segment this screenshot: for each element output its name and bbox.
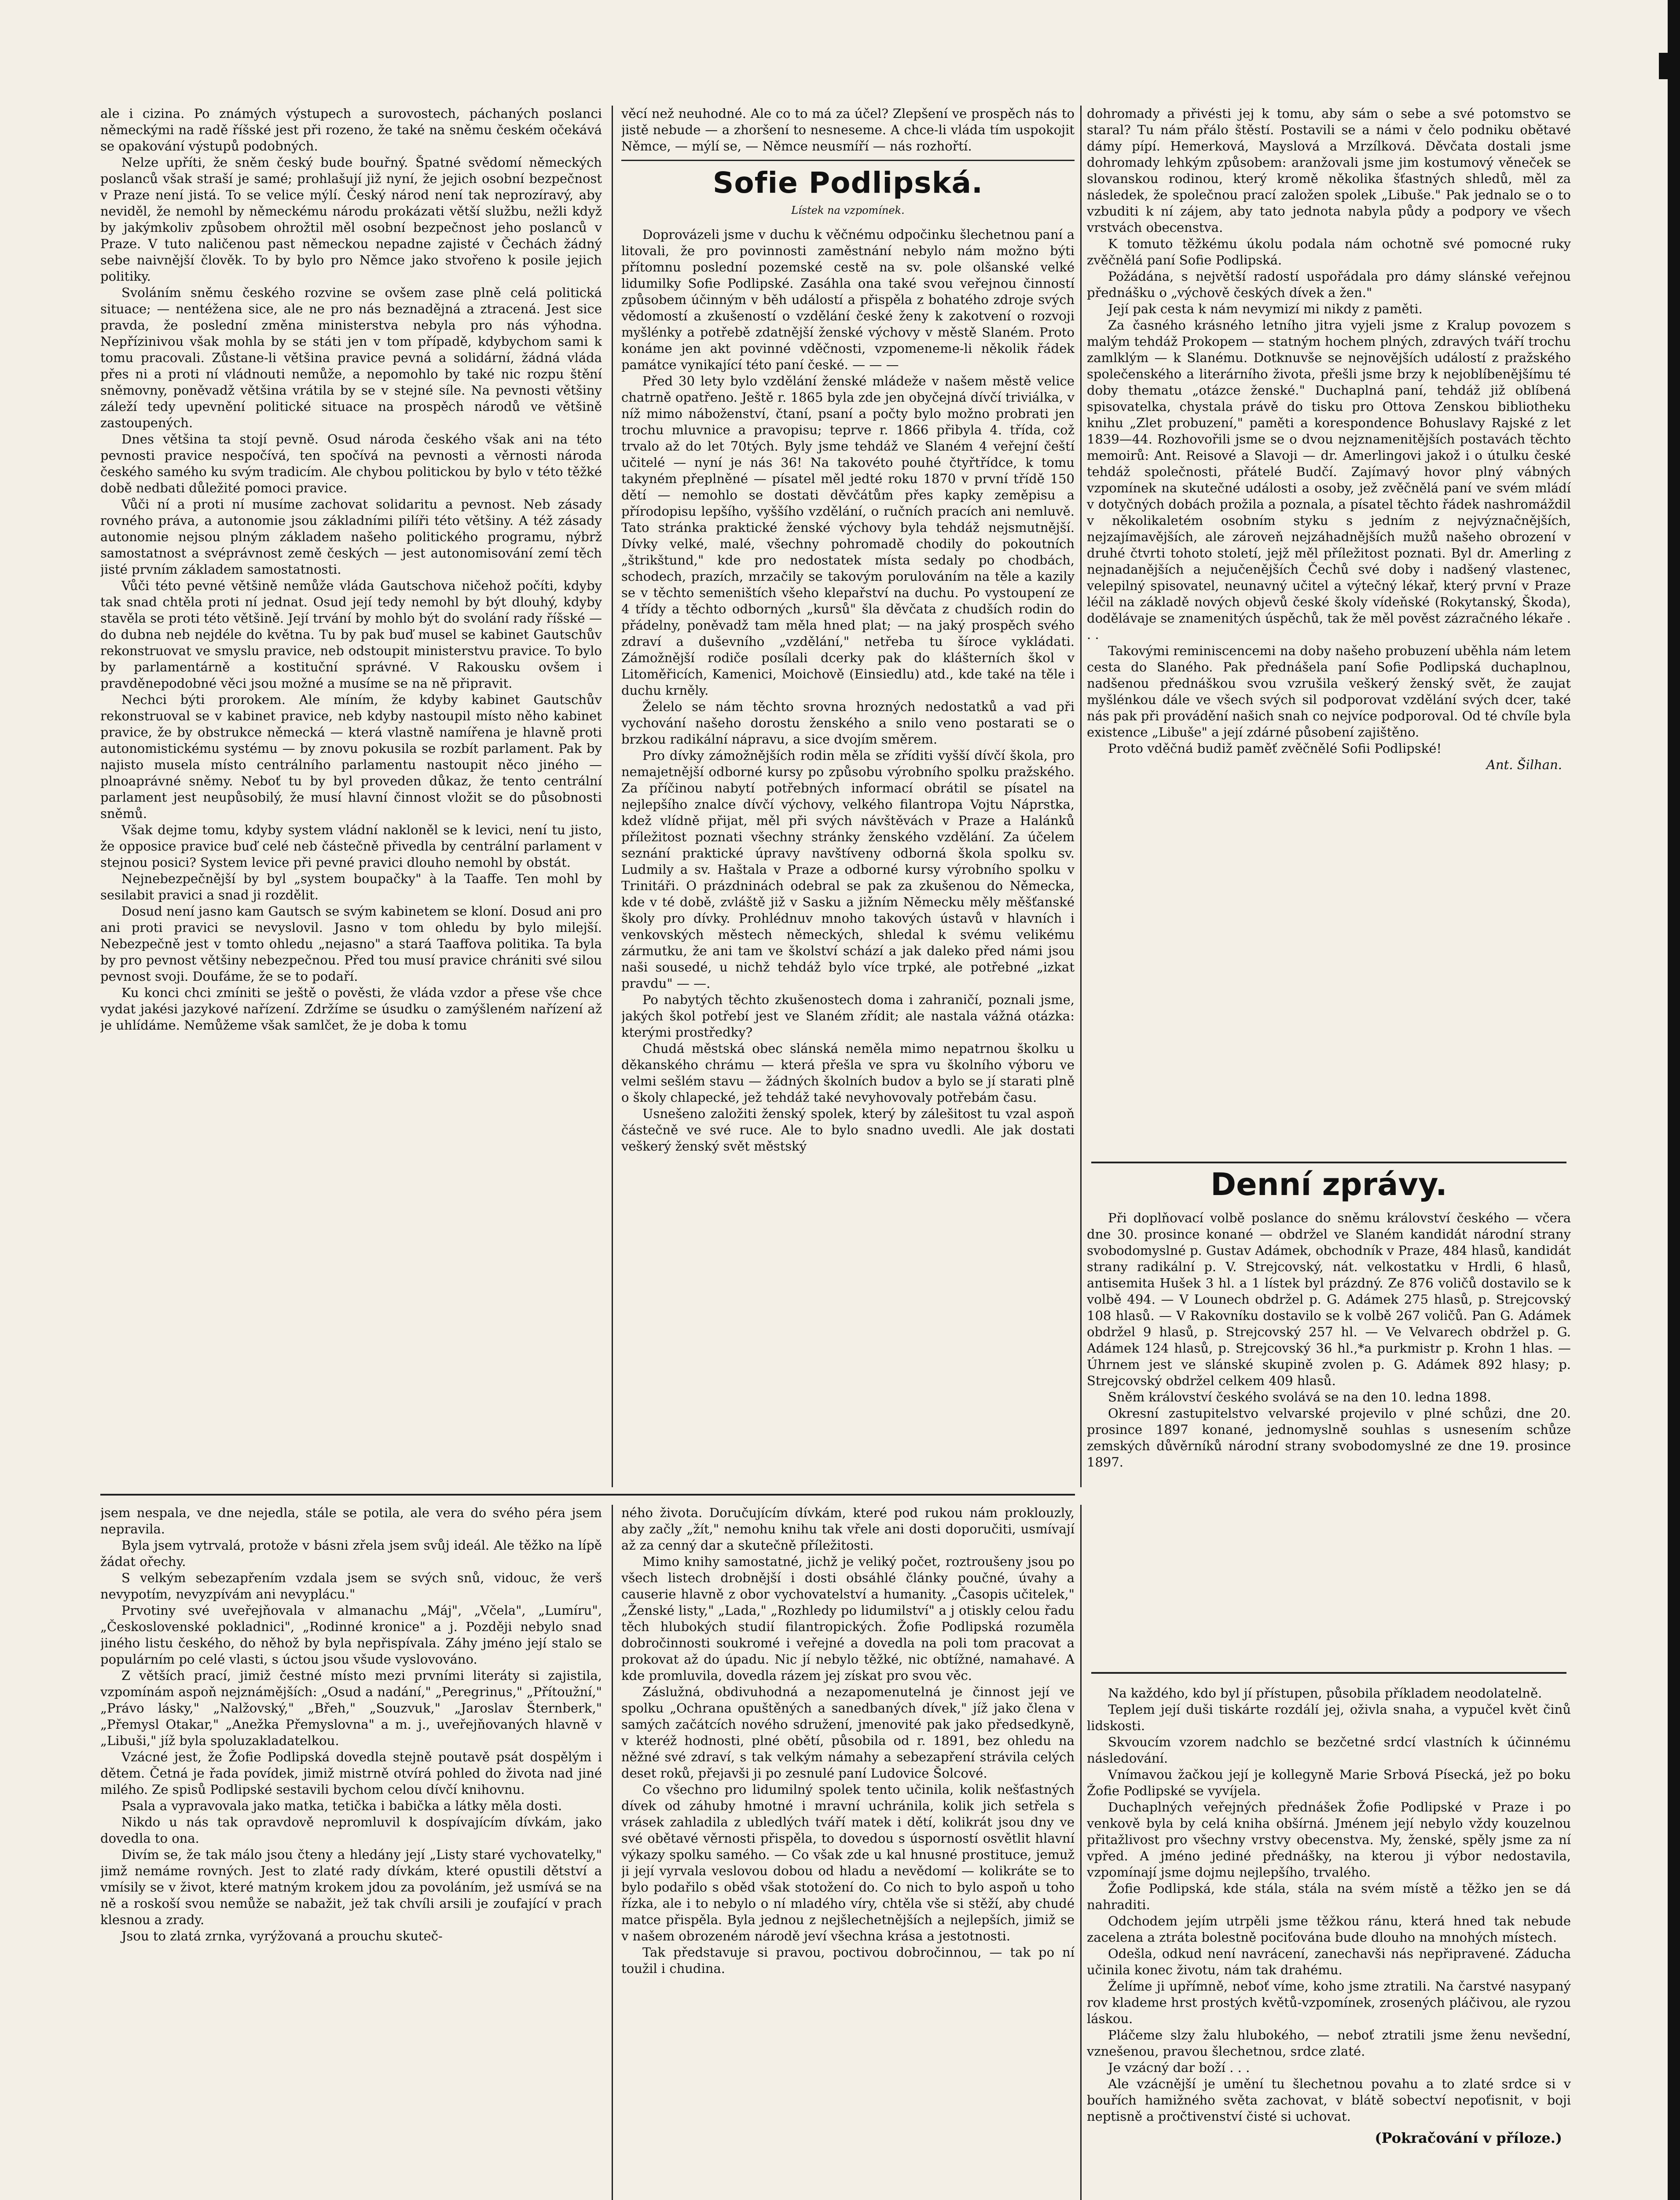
- column-divider: [1080, 1505, 1082, 2200]
- paragraph: Odešla, odkud není navrácení, zanechavši nás nepřipravené. Záducha učinila konec životu, nám tak drahému.: [1087, 1946, 1571, 1977]
- paragraph: Mimo knihy samostatné, jichž je veliký počet, roztroušeny jsou po všech listech drobnější i dosti obsáhlé články poučné, úvahy a causerie hlavně z obor vychovatelství a humanity. „Časopis učitelek," „Ženské listy," „Lada," „Rozhledy po lidumilství" a j otiskly celou řadu těch hlubokých studií filantropických. Žofie Podlipská rozuměla dobročinnosti soukromé i veřejné a dovedla na poli tom pracovat a prokovat až do úpadu. Nic jí nebylo těžké, nic obtížné, namahavé. A kde promluvila, dovedla rázem jej získat pro svou věc.: [621, 1554, 1075, 1683]
- paragraph: Nejnebezpečnější by byl „system boupačky" à la Taaffe. Ten mohl by sesilabit pravici a snad ji rozdělit.: [100, 871, 602, 902]
- news-section-title: Denní zprávy.: [1210, 1166, 1447, 1203]
- paragraph: Dosud není jasno kam Gautsch se svým kabinetem se kloní. Dosud ani pro ani proti pravici se nevyslovil. Jasno v tom ohledu by bylo milejší. Nebezpečně jest v tomto ohledu „nejasno" a stará Taaffova politika. Ta byla by pro pevnost většiny nebezpečnou. Před tou musí pravice chrániti své silou pevnost svoji. Doufáme, že se to podaří.: [100, 904, 602, 984]
- paragraph: Tak představuje si pravou, poctivou dobročinnou, — tak po ní toužil i chudina.: [621, 1945, 1075, 1976]
- paragraph: Pláčeme slzy žalu hlubokého, — neboť ztratili jsme ženu nevšední, vznešenou, pravou šlechetnou, srdce zlaté.: [1087, 2028, 1571, 2059]
- paragraph: Na každého, kdo byl jí přístupen, působila příkladem neodolatelně.: [1108, 1686, 1542, 1701]
- column-daily-news: [1087, 1162, 1571, 1619]
- column-divider: [1080, 106, 1082, 1487]
- paragraph: věcí než neuhodné. Ale co to má za účel? Zlepšení ve prospěch nás to jistě nebude — a zhoršení to nesneseme. A chce-li vláda tím uspokojit Němce, — mýlí se, — Němce neusmíří — nás rozhořtí.: [621, 106, 1075, 154]
- paragraph: Po nabytých těchto zkušenostech doma i zahraničí, poznali jsme, jakých škol potřebí jest ve Slaném zřídit; ale nastala vážná otázka: kterými prostředky?: [621, 992, 1075, 1040]
- paragraph: Doprovázeli jsme v duchu k věčnému odpočinku šlechetnou paní a litovali, že pro povinnosti zaměstnání nebylo nám možno býti přítomnu poslední pozemské cestě na sv. pole olšanské velké lidumilky Sofie Podlipské. Zasáhla ona také svou veřejnou činností způsobem účinným v běh událostí a přispěla z bohatého zdroje svých vědomostí a zkušeností o vzdělání české ženy k zakotvení o rozvoji myšlénky a potřebě zdatnější ženské výchovy v městě Slaném. Proto konáme jen akt povinné vděčnosti, vzpomeneme-li několik řádek památce vynikající této paní české. — — —: [621, 227, 1075, 372]
- paragraph: Vzácné jest, že Žofie Podlipská dovedla stejně poutavě psát dospělým i dětem. Četná je řada povídek, jimiž mistrně otvírá pohled do života nad jiné milého. Ze spisů Podlipské sestavili bychom celou dívčí knihovnu.: [100, 1749, 602, 1797]
- article-subtitle: Lístek na vzpomínek.: [791, 204, 905, 216]
- paragraph: Takovými reminiscencemi na doby našeho probuzení uběhla nám letem cesta do Slaného. Pak přednášela paní Sofie Podlipská duchaplnou, nadšenou přednáškou svou vzrušila veškerý ženský svět, že zaujat myšlénkou dále ve všech svých sil podporovat vzdělání svých dcer, také nás pak při provádění našich snah co nejvíce podporoval. Od té chvíle byla existence „Libuše" a její zdárné působení zajištěno.: [1087, 643, 1571, 740]
- paragraph: Vnímavou žačkou její je kollegyně Marie Srbová Písecká, jež po boku Žofie Podlipské se vyvíjela.: [1087, 1767, 1571, 1798]
- feuilleton-separator: [100, 1494, 1075, 1496]
- paragraph: dohromady a přivésti jej k tomu, aby sám o sebe a své potomstvo se staral? Tu nám přálo štěstí. Postavili se a námi v čelo podniku obětavé dámy pípí. Hemerková, Mayslová a Mrzílková. Děvčata dostali jsme dohromady lehkým způsobem: aranžovali jsme jim kostumový věneček se slovanskou rodinou, který kromě několika šťastných shledů, měl za následek, že společnou prací založen spolek „Libuše." Pak jednalo se o to vzbuditi k ní zájem, aby tato jednota nabyla půdy a podpory ve všech vrstvách obecenstva.: [1087, 106, 1571, 235]
- paragraph: jsem nespala, ve dne nejedla, stále se potila, ale vera do svého péra jsem nepravila.: [100, 1505, 602, 1536]
- continuation-note: (Pokračování v příloze.): [1375, 2130, 1562, 2146]
- paragraph: Ku konci chci zmíniti se ještě o pověsti, že vláda vzdor a přese vše chce vydat jakési jazykové nařízení. Zdržíme se úsudku o zamýšleném nařízení až je uhlídáme. Nemůžeme však samlčet, že je doba k tomu: [100, 985, 602, 1033]
- paragraph: Dnes většina ta stojí pevně. Osud národa českého však ani na této pevnosti pravice nespočívá, ten spočívá na pevnosti a věrnosti národa českého samého ku svým tradicím. Ale chybou politickou by bylo v této těžké době nedbati důležité pomoci pravice.: [100, 432, 602, 495]
- paragraph: Nelze upříti, že sněm český bude bouřný. Špatné svědomí německých poslanců však straší je samé; prohlašují již nyní, že jejich osobní bezpečnost v Praze není jistá. To se velice mýlí. Český národ není tak neprozíravý, aby neviděl, že nemohl by německému národu prokázati větší službu, nežli když by jakýmkoliv způsobem ohrožtil měl osobní bezpečnost jeho poslanců v Praze. V tuto naličenou past německou nepadne zajisté v Čechách žádný sebe naivnější člověk. To by bylo pro Němce jako stvořeno k posile jejich politiky.: [100, 155, 602, 284]
- paragraph: Při doplňovací volbě poslance do sněmu království českého — včera dne 30. prosince konané — obdržel ve Slaném kandidát národní strany svobodomyslné p. Gustav Adámek, obchodník v Praze, 484 hlasů, kandidát strany radikální p. V. Strejcovský, nát. velkostatku v Hrdli, 6 hlasů, antisemita Hušek 3 hl. a 1 lístek byl prázdný. Ze 876 voličů dostavilo se k volbě 494. — V Lounech obdržel p. G. Adámek 275 hlasů, p. Strejcovský 108 hlasů. — V Rakovníku dostavilo se k volbě 267 voličů. Pan G. Adámek obdržel 9 hlasů, p. Strejcovský 257 hl. — Ve Velvarech obdržel p. G. Adámek 124 hlasů, p. Strejcovský 36 hl.,*a purkmistr p. Krohn 1 hlas. — Úhrnem jest ve slánské skupině zvolen p. G. Adámek 892 hlasy; p. Strejcovský obdržel celkem 409 hlasů.: [1087, 1210, 1571, 1388]
- page-edge-shadow: [1668, 0, 1680, 2200]
- paragraph: Okresní zastupitelstvo velvarské projevilo v plné schůzi, dne 20. prosince 1897 konané, jednomyslně souhlas s usnesením schůze zemských důvěrníků národní strany svobodomyslné ze dne 19. prosince 1897.: [1087, 1406, 1571, 1470]
- column-article-continued: [1087, 106, 1571, 1153]
- paragraph: Co všechno pro lidumilný spolek tento učinila, kolik nešťastných dívek od záhuby hmotné i mravní uchránila, kolik jich setřela s vrásek zahladila z ubledlých tváří matek i dětí, kolikrát jsou dny ve své obětavé věrnosti přispěla, to dovedou s úsporností osvětlit hlavní výkazy spolku samého. — Co však zde u kal hnusné prostituce, jemuž ji její vyrvala veslovou dobou od hladu a nevědomí — kolikráte se to bylo podařilo s oběd však stotožení do. Co nich to bylo aspoň u toho řízka, ale i to nebylo o ní mladého víry, chtěla vše si stěží, aby chudé matce přispěla. Byla jednou z nejšlechetnějších a nejlepších, jimiž se v našem obrozeném národě jeví všechna krása a jestotnosti.: [621, 1782, 1075, 1943]
- column-politics: [100, 106, 602, 1478]
- column-feuilleton-middle: [621, 1505, 1075, 2200]
- paragraph: Odchodem jejím utrpěli jsme těžkou ránu, která hned tak nebude zacelena a ztráta bolestně pociťována bude dlouho na mnohých místech.: [1087, 1914, 1571, 1945]
- paragraph: K tomuto těžkému úkolu podala nám ochotně své pomocné ruky zvěčnělá paní Sofie Podlipská.: [1087, 236, 1571, 268]
- paragraph: Byla jsem vytrvalá, protože v básni zřela jsem svůj ideál. Ale těžko na lípě žádat ořechy.: [100, 1538, 602, 1569]
- article-title: Sofie Podlipská.: [712, 166, 983, 200]
- paragraph: Prvotiny své uveřejňovala v almanachu „Máj", „Včela", „Lumíru", „Československé pokladnici", „Rodinné kronice" a j. Později nebylo snad jiného listu českého, do něhož by byla nepřispívala. Záhy jméno její stalo se populárním po celé vlasti, s úctou jsou všude vyslovováno.: [100, 1603, 602, 1667]
- column-article: [621, 106, 1075, 1487]
- paragraph: Nechci býti prorokem. Ale míním, že kdyby kabinet Gautschův rekonstruoval se v kabinet pravice, neb kdyby nastoupil místo něho kabinet pravice, že by obstrukce německá — která vlastně namířena je hlavně proti autonomistickému systému — by znovu pokusila se rozbít parlament. Pak by najisto musela místo centrálního parlamentu nastoupit něco jiného — plnoaprávné sněmy. Neboť tu by byl proveden důkaz, že tento centrální parlament jest neupůsobilý, že musí hlavní činnost vložit se do působnosti sněmů.: [100, 692, 602, 821]
- column-feuilleton-left: [100, 1505, 602, 2200]
- paragraph: Ale vzácnější je umění tu šlechetnou povahu a to zlaté srdce si v bouřích hamižného světa zachovat, v blátě sobectví nepoťisnit, v boji neptisně a pročtivenství čisté si uchovat.: [1087, 2076, 1571, 2124]
- paragraph: Svoláním sněmu českého rozvine se ovšem zase plně celá politická situace; — nentéžena sice, ale ne pro nás beznadějná a ztracená. Jest sice pravda, že poslední změna ministerstva nebyla pro nás výhodna. Nepřízinivou však mohla by se státi jen v tom případě, kdybychom sami k tomu pracovali. Zůstane-li většina pravice pevná a solidární, žádná vláda přes ni a proti ní vládnouti nemůže, a nepomohlo by také nic rozpu štění sněmovny, poněvadž většina vrátila by se v stejné síle. Na pevnosti většiny záleží tedy upevnění politické situace na prospěch národů ve většině zastoupených.: [100, 285, 602, 430]
- paragraph: Usnešeno založiti ženský spolek, který by zálešitost tu vzal aspoň částečně ve své ruce. Ale to bylo snadno uvedli. Ale jak dostati veškerý ženský svět městský: [621, 1106, 1075, 1154]
- paragraph: ného života. Doručujícím dívkám, které pod rukou nám proklouzly, aby začly „žít," nemohu knihu tak vřele ani dosti doporučiti, usmívají až za cenný dar a skutečně příležitosti.: [621, 1505, 1075, 1553]
- section-separator: [1091, 1672, 1566, 1674]
- paragraph: Však dejme tomu, kdyby system vládní nakloněl se k levici, není tu jisto, že opposice pravice buď celé neb částečně přivedla by centrální parlament v stejnou posici? System levice při pevné pravici dlouho nemohl by obstát.: [100, 822, 602, 870]
- column-divider: [612, 1505, 613, 2200]
- paragraph: ale i cizina. Po známých výstupech a surovostech, páchaných poslanci německými na radě říšské jest při rozeno, že také na sněmu českém očekává se opakování výstupů podobných.: [100, 106, 602, 154]
- paragraph: Za časného krásného letního jitra vyjeli jsme z Kralup povozem s malým tehdáž Prokopem — statným hochem plných, zdravých tváří trochu zamlklým — k Slanému. Dotknuvše se nejnovějších událostí z pražského společenského a literárního života, přešli jsme brzy k nejoblíbenějšímu té doby thematu „otázce ženské." Duchaplná paní, tehdáž již oblíbená spisovatelka, chystala právě do tisku pro Ottova Zenskou bibliotheku knihu „Zlet probuzení," paměti a korespondence Bohuslavy Rajské z let 1839—44. Rozhovořili jsme se o dvou nejznamenitějších postavách těchto memoirů: Ant. Reisové a Slavoji — dr. Amerlingovi jakož i o útulku české tehdáž společnosti, přátelé Budčí. Zajímavý hovor plný vábných vzpomínek na skutečné události a osoby, jež zvěčnělá paní ve svém mládí v dotyčných dobách prožila a poznala, a písatel těchto řádek nashromáždil v několikaletém osobním styku s jedním z nejvýznačnějších, nejzajímavějších, ale zároveň nejzáhadnějších mužů našeho obrození v druhé čtvrti tohoto století, jejž měl příležitost poznati. Byl dr. Amerling z nejnadanějších a nejučenějších Čechů své doby i nadšený vlastenec, velepilný spisovatel, neunavný učitel a výtečný lékař, který první v Praze léčil na základě nových objevů české školy vídeňské (Rokytanský, Škoda), dodělávaje se znamenitých úspěchů, tak že měl pověst zázračného lékaře . . .: [1087, 318, 1571, 642]
- paragraph: Vůči ní a proti ní musíme zachovat solidaritu a pevnost. Neb zásady rovného práva, a autonomie jsou základními pilíři této většiny. A též zásady autonomie nejsou plným základem našeho politického programu, nýbrž samostatnost a svéprávnost země českých — jest autonomisování zemí těch jisté prvním základem samostatnosti.: [100, 497, 602, 577]
- paragraph: Skvoucím vzorem nadchlo se bezčetné srdcí vlastních k účinnému následování.: [1087, 1734, 1571, 1766]
- paragraph: Želelo se nám těchto srovna hrozných nedostatků a vad při vychování našeho dorostu ženského a snilo veno postarati se o brzkou radikální nápravu, a sice dvojím směrem.: [621, 699, 1075, 747]
- paragraph: Požádána, s největší radostí uspořádala pro dámy slánské veřejnou přednášku o „výchově českých dívek a žen.": [1087, 269, 1571, 300]
- paragraph: Je vzácný dar boží . . .: [1108, 2060, 1250, 2075]
- paragraph: Vůči této pevné většině nemůže vláda Gautschova ničehož počíti, kdyby tak snad chtěla proti ní jednat. Osud její tedy nemohl by být dlouhý, kdyby stavěla se proti této většině. Její trvání by mohlo být do svolání rady říšské — do dubna neb nejdéle do května. Tu by pak buď musel se kabinet Gautschův rekonstruovat ve smyslu pravice, neb odstoupit ministerstvu pravice. To bylo by parlamentárně a kostituční správné. V Rakousku ovšem i pravděnepodobné věci jsou možné a musíme se na ně připravit.: [100, 578, 602, 691]
- column-feuilleton-right: [1087, 1685, 1571, 2200]
- article-separator: [621, 160, 1075, 161]
- paragraph: Před 30 lety bylo vzdělání ženské mládeže v našem městě velice chatrně opatřeno. Ještě r. 1865 byla zde jen obyčejná dívčí triviálka, v níž mimo náboženství, čtaní, psaní a počty bylo možno probrati jen trochu mluvnice a pravopisu; teprve r. 1866 přibyla 4. třída, což trvalo až do let 70tých. Byly jsme tehdáž ve Slaném 4 veřejní čeští učitelé — nyní je nás 36! Na takovéto pouhé čtyřtřídce, k tomu takyném přeplněné — písatel měl jedté roku 1870 v první třídě 150 dětí — nemohlo se dostati děvčátům přes kapky zeměpisu a přírodopisu lepšího, vyššího vzdělání, o ručních pracích ani nemluvě. Tato stránka praktické ženské výchovy byla tehdáž nejsmutnější. Dívky velké, malé, všechny pohromadě chodily do pokoutních „štrikštund," kde pro nedostatek místa sedaly po chodbách, schodech, prazích, mrzačily se takovým porulováním na těle a kazily se v těchto semeništích všeho klepařství na duchu. Po vystoupení ze 4 třídy a těchto odborných „kursů" šla děvčata z chudších rodin do přádelny, poněvadž tam měla hned plat; — na jaký prospěch svého zdraví a duševního „vzdělání," netřeba tu šíroce vykládati. Zámožnější rodiče posílali dcerky pak do klášterních škol v Litoměřicích, Kamenici, Moichově (Einsiedlu) atd., kde také na těle i duchu krněly.: [621, 374, 1075, 698]
- paragraph: Z větších prací, jimiž čestné místo mezi prvními literáty si zajistila, vzpomínám aspoň nejznámějších: „Osud a nadání," „Peregrinus," „Přítoužní," „Právo lásky," „Nalžovský," „Břeh," „Souzvuk," „Jaroslav Šternberk," „Přemysl Otakar," „Anežka Přemyslovna" a m. j., uveřejňovaných hlavně v „Libuši," jíž byla spoluzakladatelkou.: [100, 1668, 602, 1748]
- binding-mark: [1659, 53, 1672, 79]
- paragraph: Želíme ji upřímně, neboť víme, koho jsme ztratili. Na čarstvé nasypaný rov klademe hrst prostých květů-vzpomínek, zrosených pláčivou, ale ryzou láskou.: [1087, 1979, 1571, 2026]
- paragraph: Její pak cesta k nám nevymizí mi nikdy z paměti.: [1108, 301, 1423, 316]
- paragraph: Proto vděčná budiž paměť zvěčnělé Sofii Podlipské!: [1108, 741, 1442, 756]
- paragraph: Teplem její duši tiskárte rozdálí jej, oživla snaha, a vypučel květ činů lidskosti.: [1087, 1702, 1571, 1733]
- paragraph: Psala a vypravovala jako matka, tetička i babička a látky měla dosti.: [121, 1798, 562, 1813]
- paragraph: Záslužná, obdivuhodná a nezapomenutelná je činnost její ve spolku „Ochrana opuštěných a sanedbaných dívek," jíž jako člena v samých začátcích nového sdružení, jmenovité pak jako předsedkyně, v kteréž hodnosti, plné obětí, působila od r. 1891, bez ohledu na něžné své zdraví, s tak velkým námahy a sebezapření strávila celých deset roků, přejavši ji po zesnulé paní Ludovice Šolcové.: [621, 1684, 1075, 1781]
- paragraph: Žofie Podlipská, kde stála, stála na svém místě a těžko jen se dá nahraditi.: [1087, 1881, 1571, 1912]
- column-divider: [612, 106, 613, 1487]
- paragraph: S velkým sebezapřením vzdala jsem se svých snů, vidouc, že verš nevypotím, nevyzpívám ani nevyplácu.": [100, 1570, 602, 1602]
- paragraph: Jsou to zlatá zrnka, vyrýžovaná a prouchu skuteč-: [121, 1929, 443, 1943]
- paragraph: Duchaplných veřejných přednášek Žofie Podlipské v Praze i po venkově byla by celá kniha obšírná. Jménem její nebylo vždy kouzelnou přitažlivost pro všechny vrstvy obecenstva. My, ženské, spěly jsme za ní vpřed. A jméno jediné přednášky, na kterou ji výbor nedostavila, vzpomínají jsme dojmu nejlepšího, trvalého.: [1087, 1800, 1571, 1880]
- paragraph: Divím se, že tak málo jsou čteny a hledány její „Listy staré vychovatelky," jimž nemáme rovných. Jest to zlaté rady dívkám, které opustili dětství a vmísily se v život, které matným krokem jdou za povoláním, jež usmívá se na ně a roskoší svou nemůže se nabažit, jež tak chvíli arsili je zoufající v prach klesnou a zrady.: [100, 1847, 602, 1927]
- paragraph: Pro dívky zámožnějších rodin měla se zříditi vyšší dívčí škola, pro nemajetnější odborné kursy po způsobu výrobního spolku pražského. Za příčinou nabytí potřebných informací obrátil se písatel na nejlepšího znalce dívčí výchovy, velkého filantropa Vojtu Náprstka, kdež vlídně přijat, měl při svých návštěvách v Praze a Halánků příležitost poznati všechny stránky ženského vzdělání. Za účelem seznání praktické úpravy navštíveny odborná škola spolku sv. Ludmily a sv. Haštala v Praze a odborné kursy výrobního spolku v Trinitáři. O prázdninách odebral se pak za zkušenou do Německa, kde v té době, zvláště již v Sasku a jižním Německu měly měšťanské školy pro dívky. Prohlédnuv mnoho takových ústavů v hlavních i venkovských městech německých, shledal k svému velikému zármutku, že ani tam ve školství schází a jak daleko před námi jsou naši sousedé, u nichž tehdáž bylo více trpké, ale potřebné „izkat pravdu" — —.: [621, 748, 1075, 991]
- paragraph: Chudá městská obec slánská neměla mimo nepatrnou školku u děkanského chrámu — která přešla ve spra vu školního výboru ve velmi sešlém stavu — žádných školních budov a bylo se jí starati plně o školy chlapecké, jež tehdáž také nevyhovovaly potřebám času.: [621, 1041, 1075, 1105]
- paragraph: Nikdo u nás tak opravdově nepromluvil k dospívajícím dívkám, jako dovedla to ona.: [100, 1815, 602, 1846]
- paragraph: Sněm království českého svolává se na den 10. ledna 1898.: [1108, 1390, 1491, 1404]
- article-signature: Ant. Šilhan.: [1486, 757, 1562, 772]
